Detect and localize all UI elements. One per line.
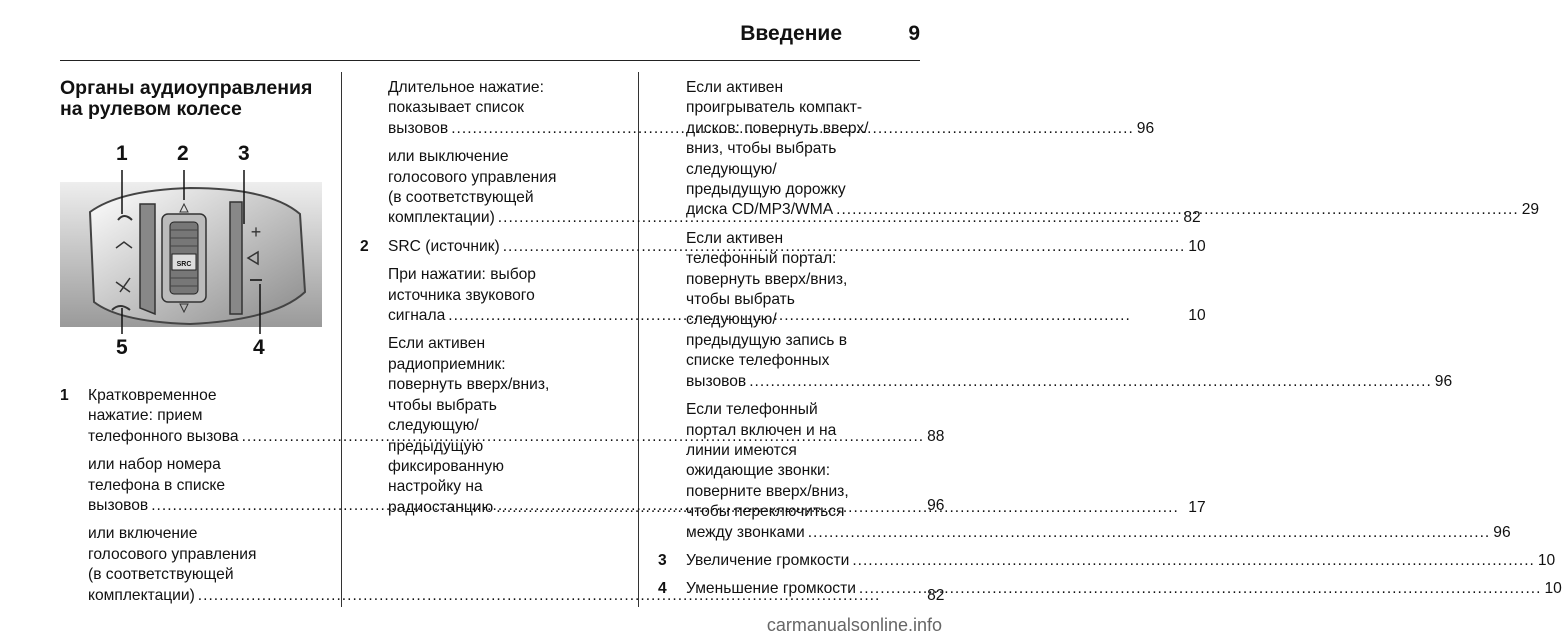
text-line: списке телефонных [686,352,830,370]
section-title: Органы аудиоуправления на рулевом колесе [60,77,313,120]
text-line: проигрыватель компакт- [686,99,863,117]
text-line: телефонный портал: [686,250,837,268]
text-line: Кратковременное [88,387,217,404]
page-reference: 96 [1136,119,1155,137]
text-line: поверните вверх/вниз, [686,482,849,500]
page-reference: 96 [1434,372,1453,390]
steering-controls-illustration [60,142,322,364]
text-line: голосового управления [88,545,257,563]
steering-wheel-controls-figure [60,142,322,364]
text-line: чтобы выбрать [686,291,795,309]
page-reference: 96 [927,497,945,515]
callout-2: 2 [177,142,189,165]
page-reference: 82 [1183,209,1201,227]
text-line: радиоприемник: [388,355,506,373]
text-line: предыдущую запись в [686,331,847,349]
reference-line: между звонками ..... 96 [686,523,920,543]
text-line: или выключение [388,148,509,166]
text-line: повернуть вверх/вниз, [388,376,550,394]
page-reference: 10 [1188,237,1206,255]
page-reference: 29 [1521,201,1540,219]
list-item-3 [658,551,1556,571]
text-line: нажатие: прием [88,407,203,425]
reference-line: Уменьшение громкости ..... 10 [686,579,1562,599]
text-line: показывает список [388,99,524,117]
text-line: телефона в списке [88,476,226,494]
text-line: Если активен [686,79,784,96]
item-number: 2 [360,237,369,255]
text-line: настройку на [388,478,483,496]
text-line: дисков: повернуть вверх/ [686,119,869,137]
text-line: повернуть вверх/вниз, [686,270,848,288]
callout-5: 5 [116,336,128,359]
text-line: чтобы выбрать [388,396,497,414]
callout-1: 1 [116,142,128,165]
callout-3: 3 [238,142,250,165]
text-line: предыдущую [388,437,484,455]
text-line: источника звукового [388,286,535,304]
item-number: 3 [658,551,667,569]
text-line: следующую/ [686,160,777,178]
text-line: Если телефонный [686,401,818,419]
text-line: (в соответствующей [388,189,534,207]
page-reference: 96 [1493,523,1511,541]
page-reference: 10 [1544,580,1562,598]
page-header-title: Введение [740,22,842,45]
reference-line: телефонного вызова ..... 88 [88,427,944,447]
page-reference: 88 [927,427,945,445]
reference-line: радиостанцию ..... 17 [388,498,1206,518]
text-line: Если активен [388,335,486,353]
reference-line: сигнала ..... 10 [388,306,1206,326]
reference-line: комплектации) ..... 82 [88,586,944,606]
text-line: чтобы переключиться [686,503,845,521]
reference-line: вызовов ..... 96 [88,496,944,516]
reference-line: диска CD/MP3/WMA ..... 29 [686,200,920,220]
page-reference: 10 [1188,307,1206,325]
reference-line: вызовов ..... 96 [388,119,622,139]
reference-line: SRC (источник) ..... 10 [388,237,1206,257]
callout-4: 4 [253,336,265,359]
text-line: вниз, чтобы выбрать [686,140,837,158]
text-line: Длительное нажатие: [388,79,544,96]
page-reference: 17 [1188,498,1206,516]
page-number: 9 [908,22,920,45]
text-line: линии имеются [686,441,797,459]
src-label: SRC [176,261,192,268]
text-line: ожидающие звонки: [686,462,831,480]
item-number: 1 [60,387,69,404]
text-line: или включение [88,525,198,543]
svg-text:+: + [250,222,262,242]
text-line: (в соответствующей [88,566,234,584]
text-line: или набор номера [88,456,221,474]
text-line: голосового управления [388,168,557,186]
reference-line: Увеличение громкости ..... 10 [686,551,1555,571]
watermark: carmanualsonline.info [766,615,942,635]
text-line: При нажатии: выбор [388,266,536,284]
text-line: следующую/ [686,311,777,329]
header-divider [60,60,920,61]
text-line: следующую/ [388,417,479,435]
page-reference: 82 [927,586,945,604]
item-number: 4 [658,580,667,598]
text-line: портал включен и на [686,421,837,439]
text-line: предыдущую дорожку [686,181,846,199]
text-line: Если активен [686,229,784,247]
text-line: фиксированную [388,457,504,475]
page-reference: 10 [1537,551,1556,569]
reference-line: комплектации) ..... 82 [388,208,622,228]
reference-line: вызовов ..... 96 [686,372,920,392]
